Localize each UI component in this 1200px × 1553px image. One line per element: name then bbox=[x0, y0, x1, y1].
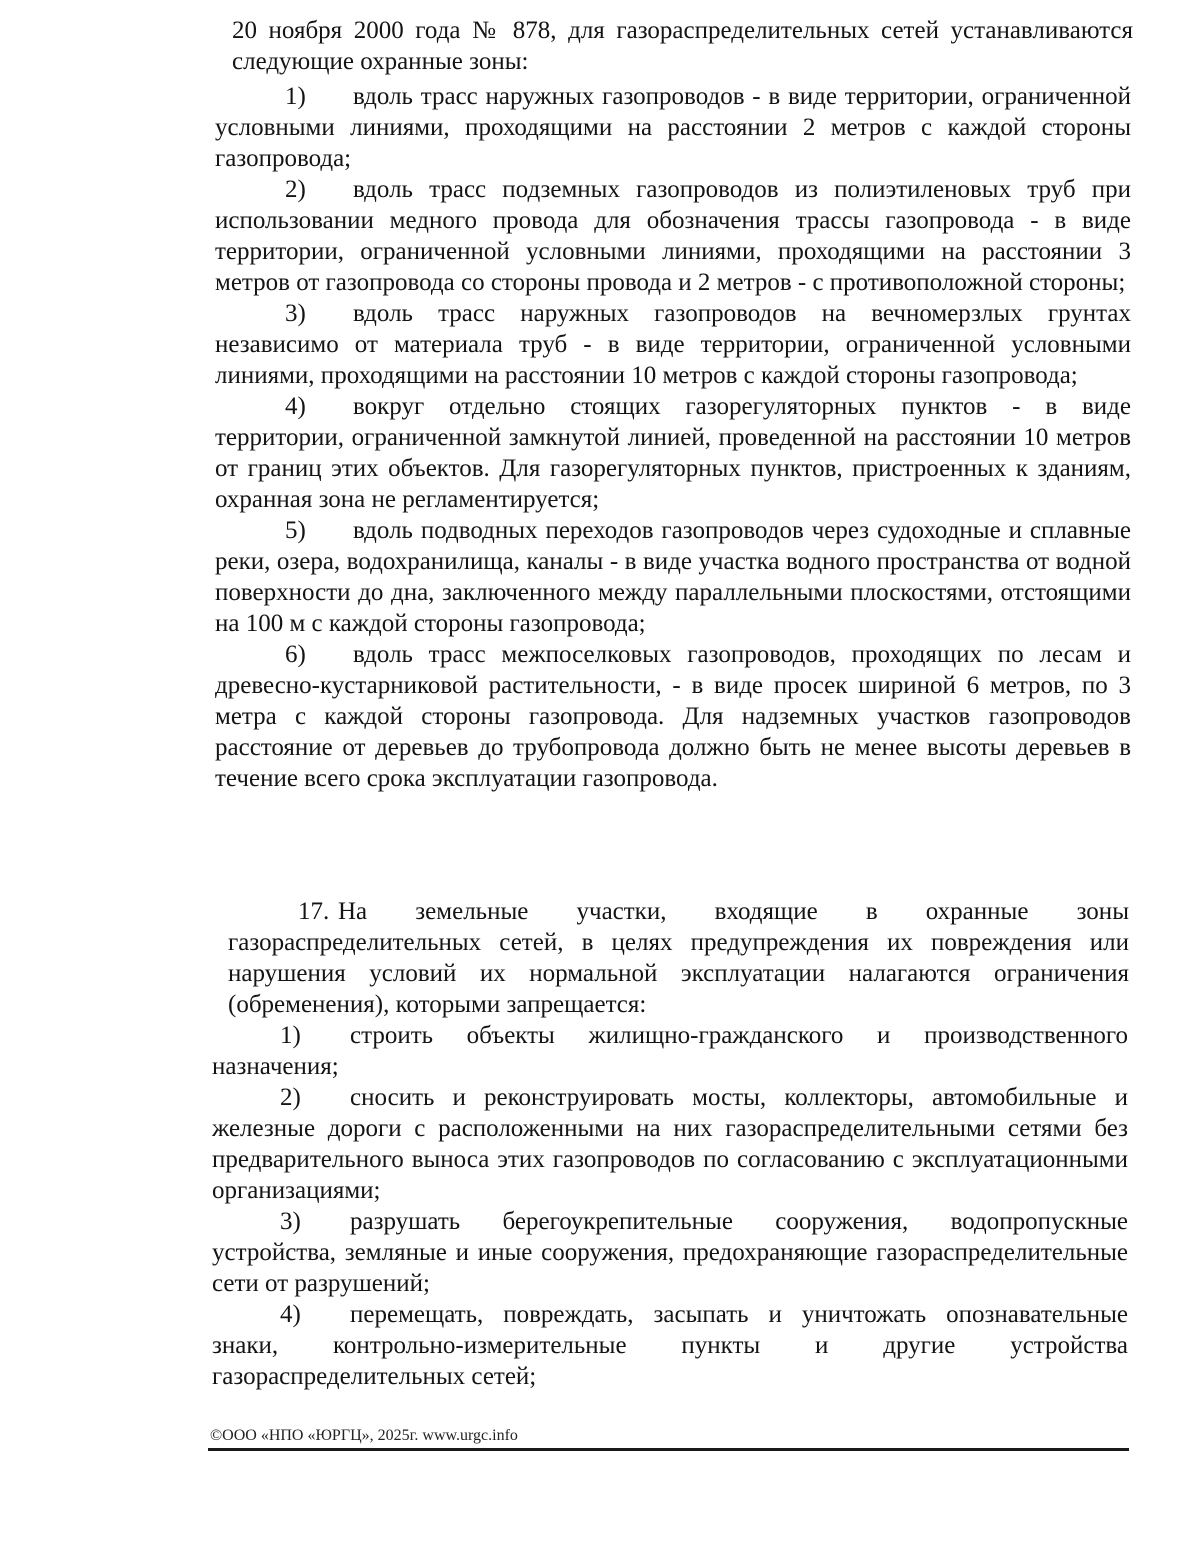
section-number: 17. bbox=[298, 898, 330, 925]
item-text: строить объекты жилищно-гражданского и производственного назначения; bbox=[212, 1022, 1128, 1080]
item-number: 4) bbox=[285, 393, 306, 420]
restrictions-list bbox=[212, 1020, 1128, 1392]
protection-zones-list bbox=[215, 81, 1131, 794]
item-text: вдоль трасс наружных газопроводов на вечномерзлых грунтах независимо от материала труб - в виде территории, ограниченной условными линиями, проходящими на расстоянии 10 метров с каждой стороны газопровода; bbox=[215, 300, 1131, 389]
item-number: 6) bbox=[285, 641, 306, 668]
list-item bbox=[215, 298, 1131, 391]
list-item bbox=[212, 1206, 1128, 1299]
section-text: На земельные участки, входящие в охранные зоны газораспределительных сетей, в целях предупреждения их повреждения или нарушения условий их нормальной эксплуатации налагаются ограничения (обременения), которыми запрещается: bbox=[228, 898, 1129, 1018]
item-number: 2) bbox=[280, 1084, 301, 1111]
list-item bbox=[215, 174, 1131, 298]
item-number: 4) bbox=[280, 1301, 301, 1328]
item-number: 2) bbox=[285, 176, 306, 203]
list-item bbox=[215, 515, 1131, 639]
item-text: перемещать, повреждать, засыпать и уничтожать опознавательные знаки, контрольно-измерительные пункты и другие устройства газораспределительных сетей; bbox=[212, 1301, 1128, 1390]
footer-copyright: ©ООО «НПО «ЮРГЦ», 2025г. www.urgc.info bbox=[210, 1427, 518, 1444]
item-text: вдоль трасс межпоселковых газопроводов, проходящих по лесам и древесно-кустарниковой растительности, - в виде просек шириной 6 метров, по 3 метра с каждой стороны газопровода. Для надземных участков газопроводов расстояние от деревьев до трубопровода должно быть не менее высоты деревьев в течение всего срока эксплуатации газопровода. bbox=[215, 641, 1131, 792]
item-number: 5) bbox=[285, 517, 306, 544]
list-item bbox=[212, 1299, 1128, 1392]
list-item bbox=[215, 81, 1131, 174]
item-text: разрушать берегоукрепительные сооружения, водопропускные устройства, земляные и иные сооружения, предохраняющие газораспределительные сети от разрушений; bbox=[212, 1208, 1128, 1297]
item-text: сносить и реконструировать мосты, коллекторы, автомобильные и железные дороги с расположенными на них газораспределительными сетями без предварительного выноса этих газопроводов по согласованию с эксплуатационными организациями; bbox=[212, 1084, 1128, 1204]
list-item bbox=[212, 1082, 1128, 1206]
item-text: вдоль подводных переходов газопроводов через судоходные и сплавные реки, озера, водохранилища, каналы - в виде участка водного пространства от водной поверхности до дна, заключенного между параллельными плоскостями, отстоящими на 100 м с каждой стороны газопровода; bbox=[215, 517, 1131, 637]
item-number: 3) bbox=[280, 1208, 301, 1235]
item-number: 1) bbox=[285, 83, 306, 110]
section-17-paragraph bbox=[228, 896, 1129, 1020]
item-text: вдоль трасс подземных газопроводов из полиэтиленовых труб при использовании медного провода для обозначения трассы газопровода - в виде территории, ограниченной условными линиями, проходящими на расстоянии 3 метров от газопровода со стороны провода и 2 метров - с противоположной стороны; bbox=[215, 176, 1131, 296]
intro-paragraph: 20 ноября 2000 года № 878, для газораспределительных сетей устанавливаются следующие охранные зоны: bbox=[232, 17, 1133, 75]
item-text: вдоль трасс наружных газопроводов - в виде территории, ограниченной условными линиями, проходящими на расстоянии 2 метров с каждой стороны газопровода; bbox=[215, 83, 1131, 172]
item-number: 1) bbox=[280, 1022, 301, 1049]
page-footer bbox=[208, 1426, 1129, 1451]
item-number: 3) bbox=[285, 300, 306, 327]
list-item bbox=[215, 391, 1131, 515]
item-text: вокруг отдельно стоящих газорегуляторных пунктов - в виде территории, ограниченной замкнутой линией, проведенной на расстоянии 10 метров от границ этих объектов. Для газорегуляторных пунктов, пристроенных к зданиям, охранная зона не регламентируется; bbox=[215, 393, 1131, 513]
list-item bbox=[212, 1020, 1128, 1082]
list-item bbox=[215, 639, 1131, 794]
